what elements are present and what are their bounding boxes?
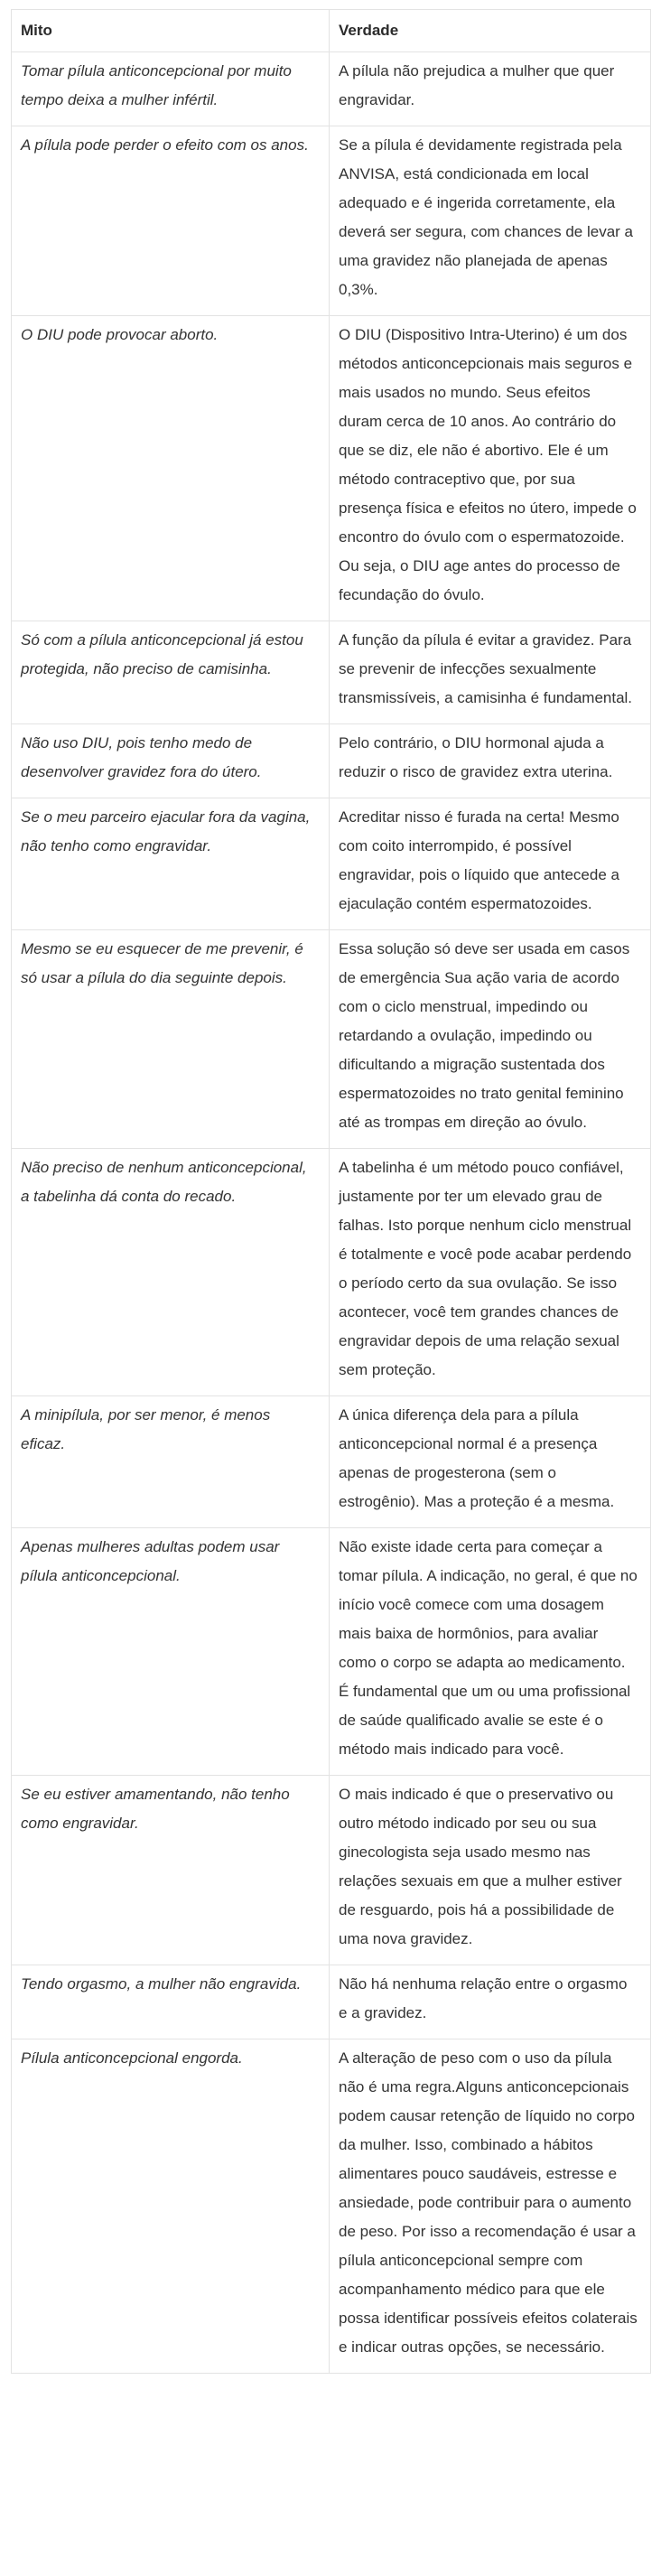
table-row [12,724,651,798]
myth-cell: Não preciso de nenhum anticoncepcional, a tabelinha dá conta do recado. [12,1149,330,1396]
table-row [12,798,651,930]
header-mito: Mito [12,10,330,52]
truth-cell: A alteração de peso com o uso da pílula não é uma regra.Alguns anticoncepcionais podem causar retenção de líquido no corpo da mulher. Isso, combinado a hábitos alimentares pouco saudáveis, estresse e ansiedade, pode contribuir para o aumento de peso. Por isso a recomendação é usar a pílula anticoncepcional sempre com acompanhamento médico para que ele possa identificar possíveis efeitos colaterais e indicar outras opções, se necessário. [330,2039,651,2374]
table-row [12,1965,651,2039]
myth-cell: Não uso DIU, pois tenho medo de desenvolver gravidez fora do útero. [12,724,330,798]
table-row [12,1528,651,1776]
myth-cell: Se eu estiver amamentando, não tenho como engravidar. [12,1776,330,1965]
table-row [12,930,651,1149]
myth-cell: Tomar pílula anticoncepcional por muito tempo deixa a mulher infértil. [12,52,330,126]
myth-cell: O DIU pode provocar aborto. [12,316,330,621]
myth-truth-table [11,9,651,2374]
myth-cell: A minipílula, por ser menor, é menos eficaz. [12,1396,330,1528]
truth-cell: A tabelinha é um método pouco confiável, justamente por ter um elevado grau de falhas. Isto porque nenhum ciclo menstrual é totalmente e você pode acabar perdendo o período certo da sua ovulação. Se isso acontecer, você tem grandes chances de engravidar depois de uma relação sexual sem proteção. [330,1149,651,1396]
truth-cell: Não há nenhuma relação entre o orgasmo e a gravidez. [330,1965,651,2039]
table-row [12,126,651,316]
truth-cell: Essa solução só deve ser usada em casos de emergência Sua ação varia de acordo com o ciclo menstrual, impedindo ou retardando a ovulação, impedindo ou dificultando a migração sustentada dos espermatozoides no trato genital feminino até as trompas em direção ao óvulo. [330,930,651,1149]
truth-cell: A função da pílula é evitar a gravidez. Para se prevenir de infecções sexualmente transmissíveis, a camisinha é fundamental. [330,621,651,724]
table-row [12,1149,651,1396]
myth-cell: Pílula anticoncepcional engorda. [12,2039,330,2374]
truth-cell: A única diferença dela para a pílula anticoncepcional normal é a presença apenas de progesterona (sem o estrogênio). Mas a proteção é a mesma. [330,1396,651,1528]
header-verdade: Verdade [330,10,651,52]
myth-cell: Se o meu parceiro ejacular fora da vagina, não tenho como engravidar. [12,798,330,930]
table-header-row [12,10,651,52]
myth-cell: Mesmo se eu esquecer de me prevenir, é só usar a pílula do dia seguinte depois. [12,930,330,1149]
myth-cell: Tendo orgasmo, a mulher não engravida. [12,1965,330,2039]
truth-cell: A pílula não prejudica a mulher que quer engravidar. [330,52,651,126]
truth-cell: O mais indicado é que o preservativo ou outro método indicado por seu ou sua ginecologista seja usado mesmo nas relações sexuais em que a mulher estiver de resguardo, pois há a possibilidade de uma nova gravidez. [330,1776,651,1965]
table-row [12,621,651,724]
table-row [12,2039,651,2374]
truth-cell: O DIU (Dispositivo Intra-Uterino) é um dos métodos anticoncepcionais mais seguros e mais usados no mundo. Seus efeitos duram cerca de 10 anos. Ao contrário do que se diz, ele não é abortivo. Ele é um método contraceptivo que, por sua presença física e efeitos no útero, impede o encontro do óvulo com o espermatozoide. Ou seja, o DIU age antes do processo de fecundação do óvulo. [330,316,651,621]
myth-cell: Apenas mulheres adultas podem usar pílula anticoncepcional. [12,1528,330,1776]
truth-cell: Se a pílula é devidamente registrada pela ANVISA, está condicionada em local adequado e é ingerida corretamente, ela deverá ser segura, com chances de levar a uma gravidez não planejada de apenas 0,3%. [330,126,651,316]
table-row [12,316,651,621]
myth-cell: A pílula pode perder o efeito com os anos. [12,126,330,316]
truth-cell: Pelo contrário, o DIU hormonal ajuda a reduzir o risco de gravidez extra uterina. [330,724,651,798]
truth-cell: Não existe idade certa para começar a tomar pílula. A indicação, no geral, é que no início você comece com uma dosagem mais baixa de hormônios, para avaliar como o corpo se adapta ao medicamento. É fundamental que um ou uma profissional de saúde qualificado avalie se este é o método mais indicado para você. [330,1528,651,1776]
table-row [12,1776,651,1965]
truth-cell: Acreditar nisso é furada na certa! Mesmo com coito interrompido, é possível engravidar, pois o líquido que antecede a ejaculação contém espermatozoides. [330,798,651,930]
table-row [12,52,651,126]
myth-cell: Só com a pílula anticoncepcional já estou protegida, não preciso de camisinha. [12,621,330,724]
table-row [12,1396,651,1528]
